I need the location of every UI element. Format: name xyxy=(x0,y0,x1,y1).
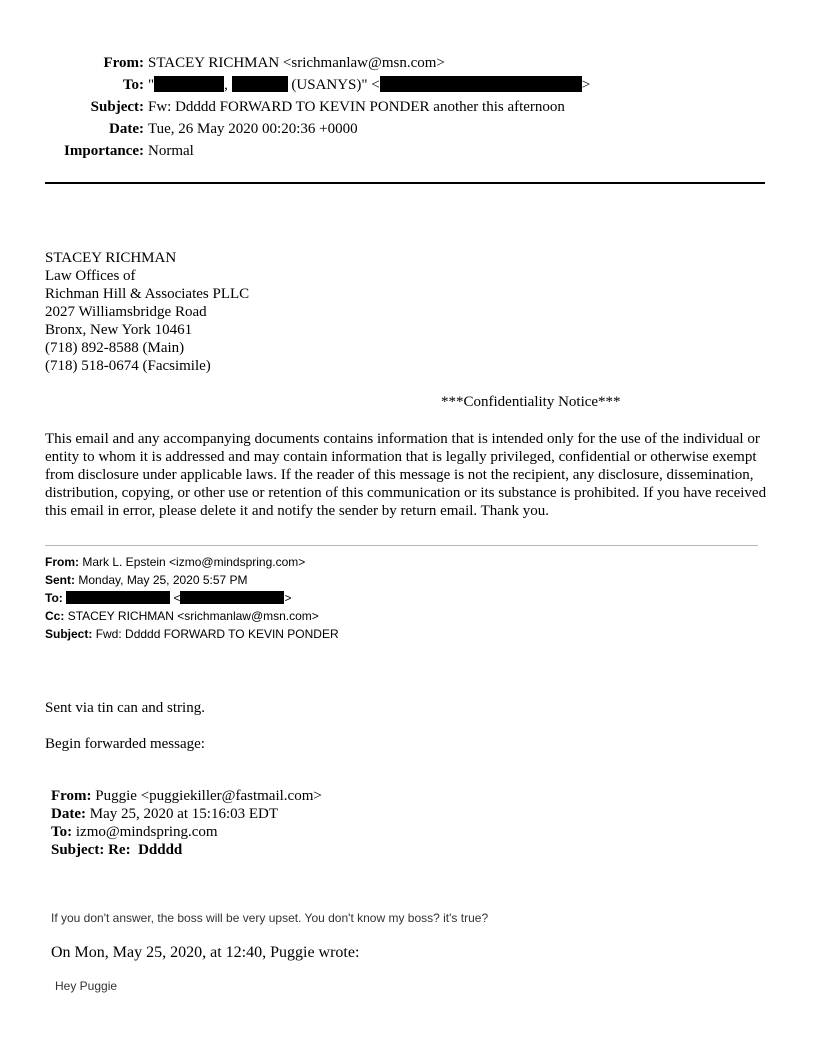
redaction-block xyxy=(180,591,284,604)
header-subject-value: Fw: Ddddd FORWARD TO KEVIN PONDER another this afternoon xyxy=(148,99,565,115)
orig-to-label: To: xyxy=(51,824,73,840)
signature-city: Bronx, New York 10461 xyxy=(45,322,193,338)
signature-firm: Richman Hill & Associates PLLC xyxy=(45,286,250,302)
header-to-label: To: xyxy=(122,77,144,93)
confidentiality-body: This email and any accompanying documents contains information that is intended only for the use of the individual or entity to whom it is addressed and may contain information that is legally privileged, confidential or otherwise exempt from disclosure under applicable laws. If the reader of this message is not the recipient, any disclosure, dissemination, distribution, copying, or other use or retention of this communication or its substance is prohibited. If you have received this email in error, please delete it and notify the sender by return email. Thank you. xyxy=(45,431,767,519)
fw-subject-row xyxy=(45,625,339,643)
header-importance-label: Importance: xyxy=(64,143,144,159)
fw-from-row xyxy=(45,553,305,571)
header-to-quote: " xyxy=(148,77,155,93)
redaction-block xyxy=(380,76,582,92)
header-divider xyxy=(45,182,765,184)
redaction-block xyxy=(66,591,170,604)
fw-sent-label: Sent: xyxy=(45,573,75,587)
header-from-label: From: xyxy=(103,55,144,71)
signature-fax: (718) 518-0674 (Facsimile) xyxy=(45,358,211,374)
fw-subject-value: Fwd: Ddddd FORWARD TO KEVIN PONDER xyxy=(95,627,339,641)
fw-cc-label: Cc: xyxy=(45,609,65,623)
header-to-suffix: > xyxy=(581,77,591,93)
orig-date-label: Date: xyxy=(51,806,86,822)
signature-phone: (718) 892-8588 (Main) xyxy=(45,340,185,356)
redaction-block xyxy=(232,76,288,92)
header-date-value: Tue, 26 May 2020 00:20:36 +0000 xyxy=(148,121,358,137)
orig-from-row xyxy=(51,787,322,805)
header-from-value: STACEY RICHMAN <srichmanlaw@msn.com> xyxy=(148,55,445,71)
orig-date-value: May 25, 2020 at 15:16:03 EDT xyxy=(89,806,279,822)
message-text: If you don't answer, the boss will be very upset. You don't know my boss? it's true? xyxy=(51,911,489,925)
fw-from-label: From: xyxy=(45,555,79,569)
quoted-text: Hey Puggie xyxy=(55,979,118,993)
fw-cc-row xyxy=(45,607,319,625)
fw-to-row xyxy=(45,589,291,607)
fw-to-label: To: xyxy=(45,591,63,605)
header-importance-value: Normal xyxy=(148,143,194,159)
fw-from-value: Mark L. Epstein <izmo@mindspring.com> xyxy=(82,555,306,569)
fw-subject-label: Subject: xyxy=(45,627,93,641)
orig-from-label: From: xyxy=(51,788,92,804)
signature-street: 2027 Williamsbridge Road xyxy=(45,304,207,320)
orig-subject-row xyxy=(51,841,182,859)
signature-line: Law Offices of xyxy=(45,268,136,284)
fw-to-lt: < xyxy=(173,591,181,605)
header-to-agency: (USANYS)" < xyxy=(291,77,380,93)
header-date-label: Date: xyxy=(109,121,144,137)
orig-from-value: Puggie <puggiekiller@fastmail.com> xyxy=(95,788,322,804)
orig-to-value: izmo@mindspring.com xyxy=(75,824,218,840)
header-to-value xyxy=(148,74,590,96)
signature-name: STACEY RICHMAN xyxy=(45,250,177,266)
orig-subject-value: Re: Ddddd xyxy=(108,842,183,858)
fw-sent-row xyxy=(45,571,248,589)
forward-divider xyxy=(45,545,758,546)
fw-to-gt: > xyxy=(284,591,292,605)
header-to-comma: , xyxy=(224,77,228,93)
orig-date-row xyxy=(51,805,278,823)
quote-intro: On Mon, May 25, 2020, at 12:40, Puggie wrote: xyxy=(51,944,360,961)
confidentiality-title: ***Confidentiality Notice*** xyxy=(441,394,621,410)
begin-forwarded-text: Begin forwarded message: xyxy=(45,736,205,752)
orig-subject-label: Subject: xyxy=(51,842,105,858)
fw-cc-value: STACEY RICHMAN <srichmanlaw@msn.com> xyxy=(67,609,319,623)
orig-to-row xyxy=(51,823,218,841)
header-subject-label: Subject: xyxy=(90,99,144,115)
sent-via-text: Sent via tin can and string. xyxy=(45,700,205,716)
fw-sent-value: Monday, May 25, 2020 5:57 PM xyxy=(78,573,248,587)
redaction-block xyxy=(154,76,224,92)
